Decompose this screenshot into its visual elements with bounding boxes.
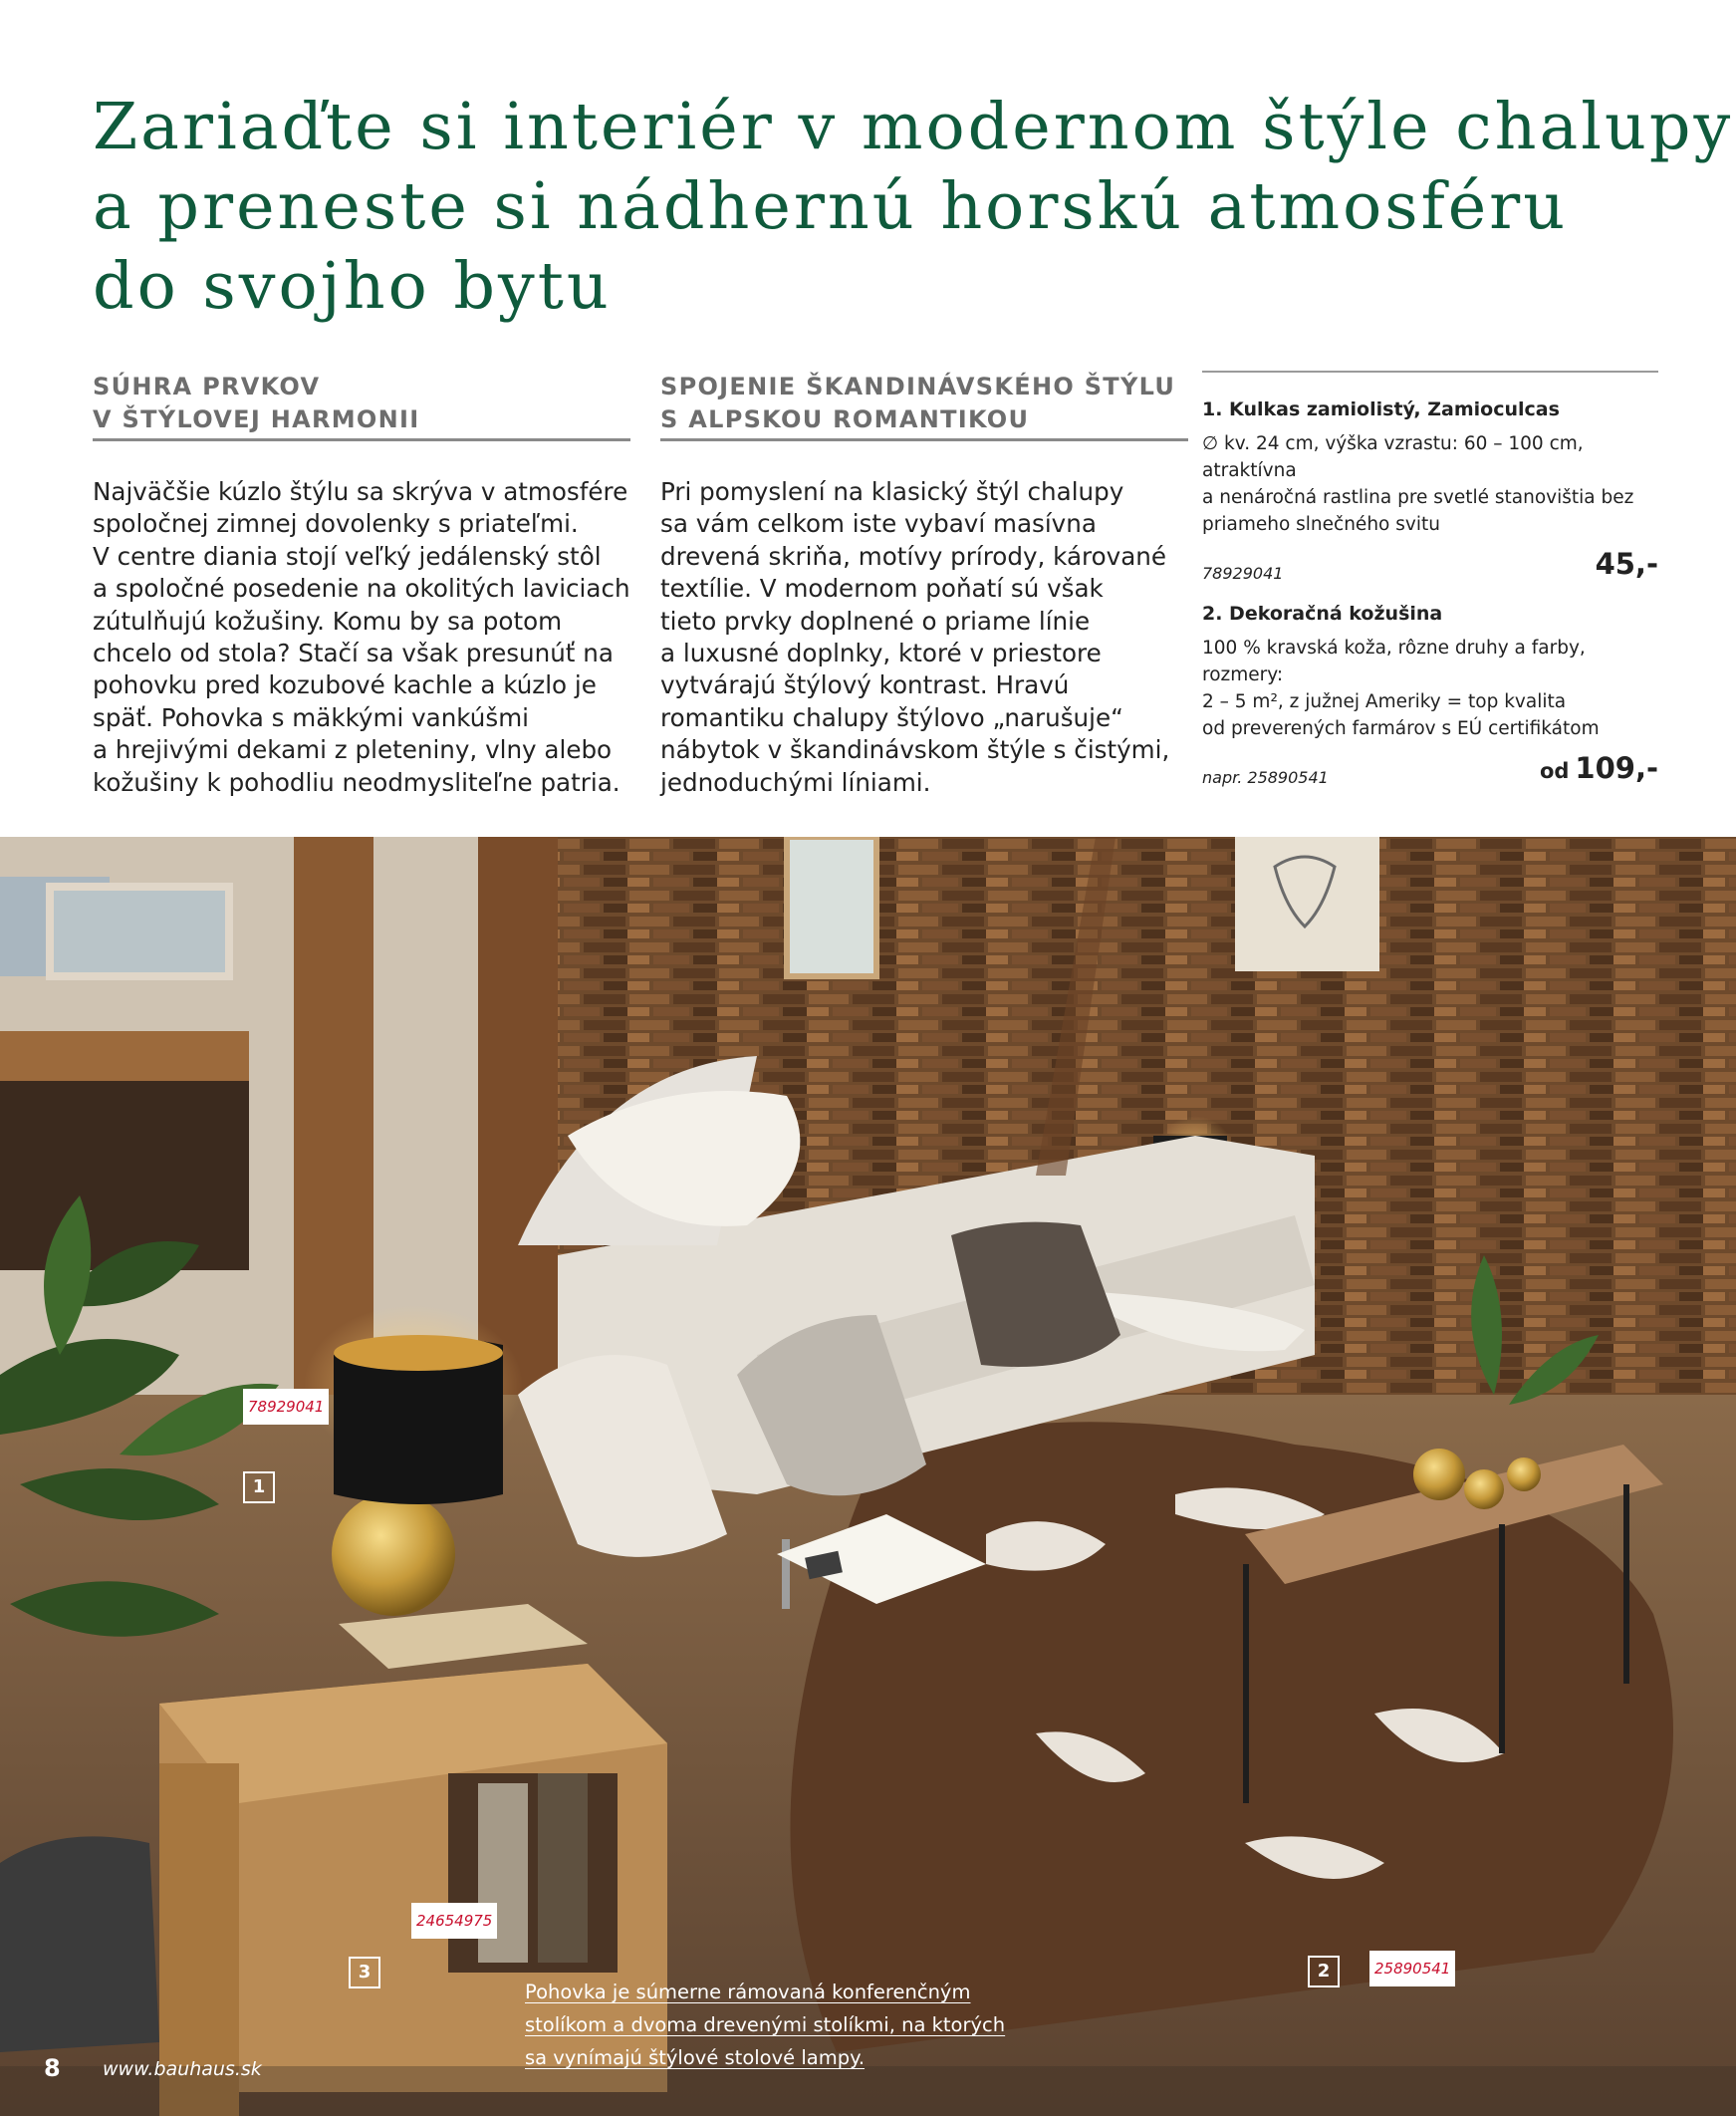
product-1-price	[1590, 548, 1658, 583]
photo-tag-3: 24654975	[411, 1903, 497, 1939]
column-2-subhead	[660, 371, 1188, 441]
product-item-1	[1202, 397, 1658, 583]
headline-line-3: do svojho bytu	[93, 249, 612, 324]
product-2-price-value: 109,-	[1575, 751, 1658, 785]
product-2-title: 2. Dekoračná kožušina	[1202, 603, 1443, 625]
photo-caption-line-1: Pohovka je súmerne rámovaná konferenčným	[525, 1981, 971, 2003]
photo-caption-line-2: stolíkom a dvoma drevenými stolíkmi, na ktorých	[525, 2013, 1006, 2036]
product-2-description: 100 % kravská koža, rôzne druhy a farby, rozmery: 2 – 5 m², z južnej Ameriky = top kvalita od preverených farmárov s EÚ certifikátom	[1202, 638, 1600, 739]
product-2-price-prefix: od	[1539, 759, 1570, 783]
headline-line-2: a preneste si nádhernú horskú atmosféru	[93, 169, 1569, 244]
photo-tag-1: 78929041	[243, 1389, 329, 1425]
photo-number-1: 1	[243, 1471, 275, 1503]
column-1-subhead	[93, 371, 630, 441]
website-link[interactable]: www.bauhaus.sk	[103, 2058, 262, 2080]
column-2-subhead-line-2: S ALPSKOU ROMANTIKOU	[660, 403, 1188, 441]
product-1-title: 1. Kulkas zamiolistý, Zamioculcas	[1202, 398, 1560, 420]
product-1-code: 78929041	[1202, 564, 1284, 583]
product-list	[1202, 371, 1658, 805]
column-1-subhead-line-1: SÚHRA PRVKOV	[93, 373, 321, 400]
photo-tag-2: 25890541	[1369, 1951, 1455, 1986]
photo-caption	[525, 1976, 1083, 2074]
product-2-code: napr. 25890541	[1202, 768, 1329, 787]
product-1-price-value: 45,-	[1595, 547, 1658, 581]
photo-number-3: 3	[349, 1957, 380, 1988]
photo-number-2: 2	[1308, 1956, 1340, 1987]
text-column-2	[660, 371, 1188, 799]
product-item-2	[1202, 601, 1658, 787]
product-2-price-row	[1202, 752, 1658, 787]
column-1-body: Najväčšie kúzlo štýlu sa skrýva v atmosfére spoločnej zimnej dovolenky s priateľmi. V centre diania stojí veľký jedálenský stôl a spoločné posedenie na okolitých laviciach zútulňujú kožušiny. Komu by sa potom chcelo od stola? Stačí sa však presunúť na pohovku pred kozubové kachle a kúzlo je späť. Pohovka s mäkkými vankúšmi a hrejivými dekami z pleteniny, vlny alebo kožušiny k pohodliu neodmysliteľne patria.	[93, 477, 630, 797]
column-1-subhead-line-2: V ŠTÝLOVEJ HARMONII	[93, 403, 630, 441]
product-2-price	[1540, 752, 1658, 787]
text-column-1	[93, 371, 630, 799]
column-2-subhead-line-1: SPOJENIE ŠKANDINÁVSKÉHO ŠTÝLU	[660, 373, 1176, 400]
headline-line-1: Zariaďte si interiér v modernom štýle chalupy	[93, 90, 1734, 164]
photo-caption-line-3: sa vynímajú štýlové stolové lampy.	[525, 2046, 866, 2069]
column-2-body: Pri pomyslení na klasický štýl chalupy sa vám celkom iste vybaví masívna drevená skriňa, motívy prírody, kárované textílie. V modernom poňatí sú však tieto prvky doplnené o priame línie a luxusné doplnky, ktoré v priestore vytvárajú štýlový kontrast. Hravú romantiku chalupy štýlovo „narušuje“ nábytok v škandinávskom štýle s čistými, jednoduchými líniami.	[660, 477, 1170, 797]
product-1-price-row	[1202, 548, 1658, 583]
page-headline	[93, 88, 1734, 327]
product-1-description: ∅ kv. 24 cm, výška vzrastu: 60 – 100 cm, atraktívna a nenáročná rastlina pre svetlé stanovištia bez priameho slnečného svitu	[1202, 433, 1634, 535]
page-number: 8	[44, 2054, 61, 2082]
